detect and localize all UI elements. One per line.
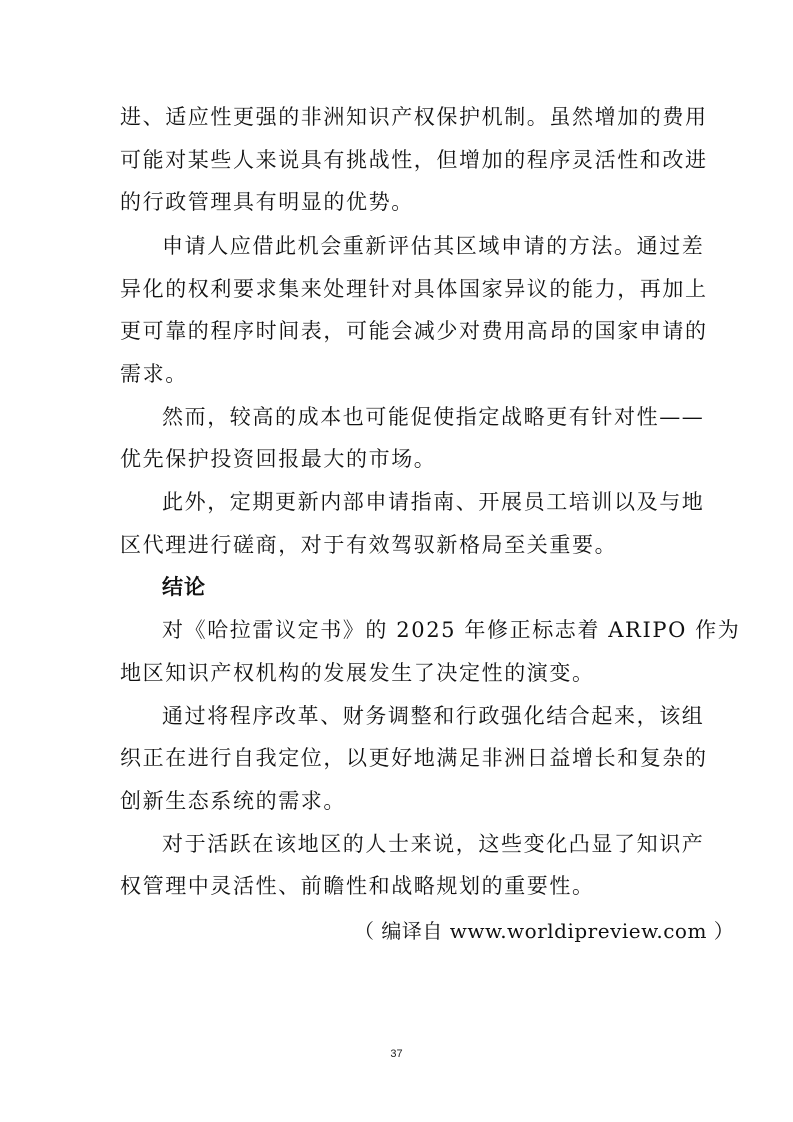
body-text-line: 地区知识产权机构的发展发生了决定性的演变。 — [120, 661, 595, 685]
source-attribution: （ 编译自 www.worldipreview.com ） — [354, 919, 735, 943]
paragraph-start-line: 申请人应借此机会重新评估其区域申请的方法。通过差 — [162, 234, 705, 258]
body-text-line: 更可靠的程序时间表，可能会减少对费用高昂的国家申请的 — [120, 319, 708, 343]
paragraph-start-line: 通过将程序改革、财务调整和行政强化结合起来，该组 — [162, 704, 705, 728]
body-text-line: 的行政管理具有明显的优势。 — [120, 190, 414, 214]
paragraph-start-line: 对于活跃在该地区的人士来说，这些变化凸显了知识产 — [162, 832, 705, 856]
section-heading: 结论 — [162, 575, 206, 599]
paragraph-start-line: 然而，较高的成本也可能促使指定战略更有针对性—— — [162, 405, 705, 429]
body-text-line: 织正在进行自我定位，以更好地满足非洲日益增长和复杂的 — [120, 746, 708, 770]
body-text-line: 进、适应性更强的非洲知识产权保护机制。虽然增加的费用 — [120, 105, 708, 129]
body-text-line: 异化的权利要求集来处理针对具体国家异议的能力，再加上 — [120, 277, 708, 301]
body-text-line: 区代理进行磋商，对于有效驾驭新格局至关重要。 — [120, 533, 618, 557]
paragraph-start-line: 此外，定期更新内部申请指南、开展员工培训以及与地 — [162, 490, 705, 514]
body-text-line: 可能对某些人来说具有挑战性，但增加的程序灵活性和改进 — [120, 148, 708, 172]
paragraph-start-line: 对《哈拉雷议定书》的 2025 年修正标志着 ARIPO 作为 — [162, 618, 741, 642]
body-text-line: 需求。 — [120, 362, 188, 386]
body-text-line: 优先保护投资回报最大的市场。 — [120, 447, 437, 471]
body-text-line: 创新生态系统的需求。 — [120, 789, 346, 813]
body-text-line: 权管理中灵活性、前瞻性和战略规划的重要性。 — [120, 874, 595, 898]
page-number: 37 — [390, 1048, 403, 1060]
